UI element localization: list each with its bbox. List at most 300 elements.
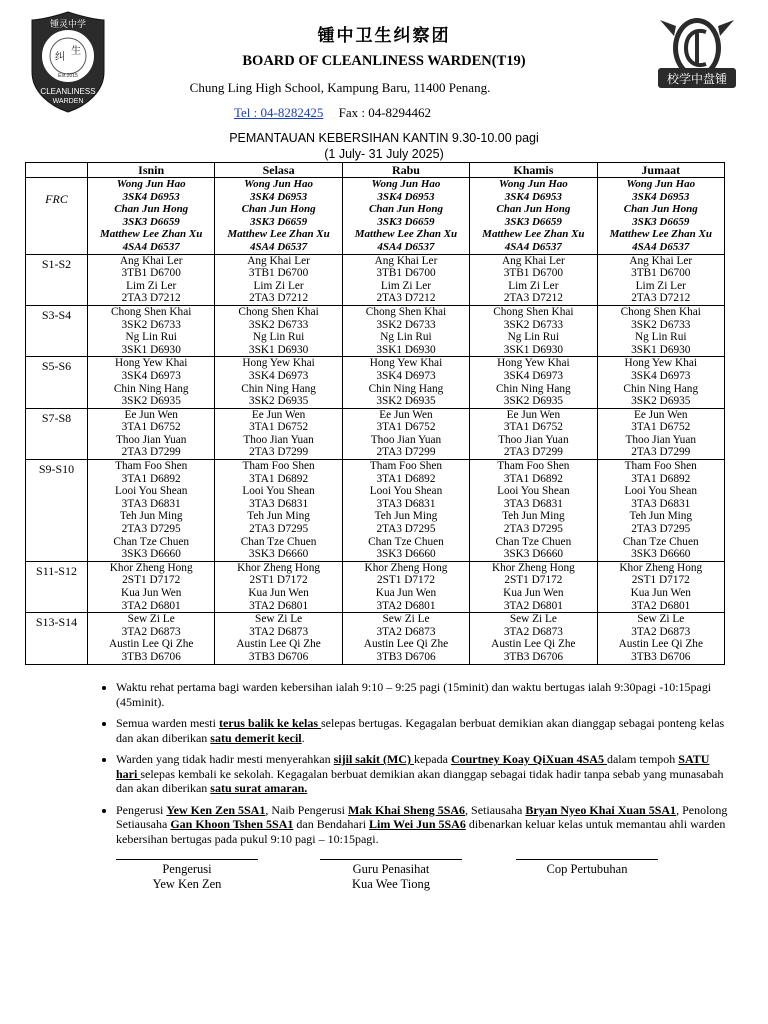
slot-label: S5-S6 [26,357,88,408]
warden-entry: Matthew Lee Zhan Xu [227,228,330,241]
table-row [26,254,725,305]
warden-entry: 3TA2 D6801 [376,599,436,612]
warden-entry: Teh Jun Ming [119,510,183,523]
warden-entry: Khor Zheng Hong [364,561,448,574]
duty-cell [597,460,724,562]
warden-entry: Tham Foo Shen [497,460,570,473]
warden-entry: 3TA1 D6892 [249,472,309,485]
warden-entry: 3SK4 D6953 [122,190,180,203]
school-address: Chung Ling High School, Kampung Baru, 11400 Penang. [189,80,491,95]
warden-entry: 3SK4 D6953 [504,190,562,203]
logo-bottom-text: CLEANLINESS [40,87,96,96]
warden-entry: Lim Zi Ler [635,279,686,292]
warden-entry: Chong Shen Khai [620,305,701,318]
warden-entry: 3TA1 D6892 [503,472,563,485]
table-header-row [26,163,725,178]
duty-cell [597,613,724,664]
day-header: Khamis [470,163,597,178]
warden-entry: 3SK3 D6660 [248,548,309,561]
duty-cell [470,357,597,408]
note-text: dan Bendahari [293,817,370,831]
note-item [116,716,728,745]
warden-entry: Thoo Jian Yuan [370,433,442,446]
warden-entry: 3TA1 D6892 [631,472,691,485]
warden-entry: 3TA3 D6831 [249,497,309,510]
warden-entry: Khor Zheng Hong [619,561,703,574]
warden-entry: 3TB3 D6706 [248,650,309,663]
warden-entry: 2TA3 D7295 [249,523,309,536]
warden-entry: 3SK1 D6930 [121,343,181,356]
signature-line [320,859,462,860]
warden-entry: 3SK4 D6953 [377,190,435,203]
note-emphasis: Bryan Nyeo Khai Xuan 5SA1 [525,802,677,817]
duty-cell [215,561,342,612]
duty-cell [470,561,597,612]
warden-entry: 4SA4 D6537 [504,240,562,253]
signature-role: Cop Pertubuhan [546,862,628,876]
roster-table [25,162,725,665]
note-text: Warden yang tidak hadir mesti menyerahkan [116,752,334,766]
warden-entry: Lim Zi Ler [508,279,559,292]
warden-entry: 3TB3 D6706 [376,650,436,663]
warden-entry: 2TA3 D7295 [631,523,691,536]
warden-entry: 3TA1 D6892 [121,472,181,485]
warden-entry: 3SK2 D6935 [503,395,564,408]
duty-cell [342,561,469,612]
warden-entry: Lim Zi Ler [126,279,177,292]
note-text: , Setiausaha [465,802,526,817]
note-text: Semua warden mesti [116,716,219,730]
warden-entry: Ang Khai Ler [374,254,438,267]
note-item [116,803,728,847]
note-text: dalam tempoh [606,752,679,766]
warden-entry: 3SK4 D6953 [250,190,308,203]
warden-entry: 3TB3 D6706 [121,650,181,663]
signature-line [516,859,658,860]
note-emphasis: Lim Wei Jun 5SA6 [369,817,466,831]
duty-cell [342,357,469,408]
warden-entry: 3TA3 D6831 [121,497,181,510]
warden-entry: 2ST1 D7172 [122,574,181,587]
warden-entry: Chan Jun Hong [496,203,571,216]
warden-entry: 3TA2 D6801 [631,599,691,612]
warden-entry: Teh Jun Ming [502,510,565,523]
warden-entry: Matthew Lee Zhan Xu [482,228,585,241]
warden-entry: 3TA2 D6873 [249,625,309,638]
warden-entry: Sew Zi Le [637,613,685,626]
warden-entry: Looi You Shean [624,485,697,498]
note-emphasis: satu surat amaran. [210,781,308,795]
warden-entry: Chin Ning Hang [368,382,444,395]
warden-entry: Austin Lee Qi Zhe [618,638,703,651]
warden-entry: 2TA3 D7299 [631,446,691,459]
slot-label: S13-S14 [26,613,88,664]
warden-entry: 3TB3 D6706 [631,650,691,663]
warden-entry: Wong Jun Hao [244,178,314,190]
duty-cell [470,408,597,459]
schedule-date-range: (1 July- 31 July 2025) [324,147,444,161]
warden-entry: 3SK2 D6733 [503,318,564,331]
warden-entry: Khor Zheng Hong [109,561,193,574]
contact-line [234,105,431,121]
header-corner [26,163,88,178]
signature-name: Kua Wee Tiong [352,877,430,891]
warden-entry: 3TA1 D6752 [503,421,563,434]
warden-entry: 3SK3 D6660 [376,548,436,561]
warden-entry: 3TB3 D6706 [503,650,564,663]
table-row [26,561,725,612]
logo-bottom-text-2: WARDEN [52,98,84,105]
warden-entry: Chan Tze Chuen [495,535,572,548]
warden-entry: 3TB1 D6700 [376,267,436,280]
slot-label: FRC [26,178,88,255]
warden-entry: 3TA3 D6831 [503,497,563,510]
warden-entry: 2TA3 D7299 [503,446,563,459]
duty-cell [597,357,724,408]
duty-cell [470,178,597,255]
warden-entry: Sew Zi Le [382,613,430,626]
note-emphasis: terus balik ke kelas [218,716,321,730]
warden-entry: Chan Tze Chuen [113,535,190,548]
warden-entry: 2ST1 D7172 [504,574,563,587]
warden-entry: Kua Jun Wen [503,587,564,599]
warden-entry: 2TA3 D7295 [503,523,563,536]
slot-label: S1-S2 [26,254,88,305]
warden-entry: 3SK4 D6973 [503,369,564,382]
duty-cell [342,408,469,459]
duty-cell [215,460,342,562]
warden-entry: 3SK2 D6733 [248,318,309,331]
note-text: selepas bertugas. Kegagalan berbuat demikian akan dianggap sebagai ponteng kelas dan akan diberikan [116,716,725,745]
warden-entry: 3SK3 D6660 [503,548,564,561]
chinese-title: 锺中卫生纠察团 [317,26,451,46]
warden-entry: 2TA3 D7212 [503,292,563,305]
duty-cell [597,305,724,356]
duty-cell [215,357,342,408]
warden-entry: 3SK2 D6733 [631,318,691,331]
signature-stamp [516,859,658,877]
note-emphasis: satu demerit kecil [210,730,302,745]
signature-role: Pengerusi [162,862,212,876]
duty-cell [215,254,342,305]
warden-entry: Chin Ning Hang [241,382,316,395]
table-row [26,178,725,255]
day-header: Isnin [88,163,215,178]
duty-cell [597,254,724,305]
warden-entry: 3SK3 D6659 [122,215,180,228]
warden-entry: Chin Ning Hang [113,382,189,395]
warden-entry: Ee Jun Wen [634,408,688,421]
signature-line [116,859,258,860]
duty-cell [342,178,469,255]
warden-entry: 3TB1 D6700 [503,267,564,280]
warden-entry: Austin Lee Qi Zhe [363,638,449,651]
warden-entry: 3TB1 D6700 [248,267,309,280]
note-text: Pengerusi [116,802,167,817]
warden-entry: Ng Lin Rui [507,331,560,344]
warden-entry: Teh Jun Ming [374,510,438,523]
warden-entry: 2TA3 D7299 [121,446,181,459]
warden-entry: 2TA3 D7212 [121,292,181,305]
table-row [26,305,725,356]
warden-entry: Kua Jun Wen [375,587,437,599]
note-item [116,680,728,709]
schedule-title: PEMANTAUAN KEBERSIHAN KANTIN 9.30-10.00 pagi [229,131,539,145]
warden-entry: 2ST1 D7172 [376,574,435,587]
warden-entry: 3SK1 D6930 [631,343,691,356]
warden-entry: Ee Jun Wen [124,408,178,421]
signature-role: Guru Penasihat [352,862,430,876]
warden-entry: Ang Khai Ler [119,254,183,267]
warden-entry: Chan Jun Hong [241,203,316,216]
warden-entry: Ng Lin Rui [380,331,432,344]
signature-name: Yew Ken Zen [152,877,222,891]
warden-entry: 3TA1 D6752 [631,421,691,434]
slot-label: S7-S8 [26,408,88,459]
warden-entry: 2TA3 D7299 [249,446,309,459]
duty-cell [342,305,469,356]
fax-number: Fax : 04-8294462 [338,105,432,120]
warden-entry: Ng Lin Rui [252,331,305,344]
note-emphasis: Courtney Koay QiXuan 4SA5 [450,752,607,766]
warden-entry: Ng Lin Rui [635,331,687,344]
warden-entry: Teh Jun Ming [629,510,693,523]
duty-cell [597,561,724,612]
warden-entry: 3TA2 D6873 [631,625,691,638]
duty-cell [342,460,469,562]
tel-link[interactable]: Tel : 04-8282425 [234,105,324,120]
warden-entry: Chan Tze Chuen [622,535,699,548]
warden-entry: Ang Khai Ler [501,254,565,267]
warden-entry: Lim Zi Ler [253,279,304,292]
warden-entry: 4SA4 D6537 [632,240,690,253]
warden-entry: 3SK3 D6660 [121,548,181,561]
warden-entry: Hong Yew Khai [242,357,315,370]
warden-entry: Chin Ning Hang [623,382,699,395]
day-header: Jumaat [597,163,724,178]
table-row [26,460,725,562]
warden-entry: 2TA3 D7295 [376,523,436,536]
warden-entry: Chong Shen Khai [111,305,192,318]
slot-label: S9-S10 [26,460,88,562]
duty-cell [470,254,597,305]
warden-entry: Looi You Shean [114,485,188,498]
warden-entry: Looi You Shean [369,485,443,498]
warden-entry: 3SK2 D6733 [376,318,436,331]
warden-entry: Sew Zi Le [509,613,557,626]
warden-entry: 3SK4 D6973 [248,369,309,382]
warden-entry: Ang Khai Ler [629,254,693,267]
warden-entry: Looi You Shean [242,485,315,498]
warden-entry: 3TA1 D6752 [249,421,309,434]
warden-entry: 3SK1 D6930 [503,343,564,356]
warden-entry: Tham Foo Shen [115,460,188,473]
note-emphasis: Gan Khoon Tshen 5SA1 [170,817,294,831]
warden-entry: Chin Ning Hang [496,382,571,395]
duty-cell [88,561,215,612]
warden-entry: Chan Tze Chuen [368,535,444,548]
duty-cell [597,408,724,459]
warden-entry: Chan Jun Hong [623,203,698,216]
note-emphasis: SATU hari [116,752,710,781]
warden-entry: Austin Lee Qi Zhe [236,638,321,651]
warden-entry: 3SK3 D6660 [631,548,691,561]
note-text: kepada [413,752,451,766]
warden-entry: Khor Zheng Hong [491,561,575,574]
day-header: Selasa [215,163,342,178]
warden-entry: Hong Yew Khai [624,357,697,370]
notes-list [92,680,728,853]
warden-entry: 3SK4 D6973 [631,369,691,382]
warden-entry: Chan Jun Hong [114,203,189,216]
logo-est-text: Est.2015 [58,73,78,79]
warden-entry: 3TA1 D6752 [121,421,181,434]
slot-label: S3-S4 [26,305,88,356]
warden-entry: 3SK2 D6935 [376,395,436,408]
warden-entry: Thoo Jian Yuan [243,433,314,446]
crest-text: 校学中盘锺 [666,72,728,86]
warden-entry: Chong Shen Khai [493,305,574,318]
warden-entry: Hong Yew Khai [369,357,443,370]
warden-entry: Ang Khai Ler [247,254,310,267]
warden-entry: Chong Shen Khai [238,305,319,318]
warden-entry: 3SK3 D6659 [504,215,562,228]
signature-chairman [116,859,258,892]
day-header: Rabu [342,163,469,178]
warden-entry: 4SA4 D6537 [122,240,180,253]
warden-entry: Tham Foo Shen [624,460,697,473]
duty-cell [597,178,724,255]
duty-cell [215,178,342,255]
duty-cell [215,305,342,356]
note-text: . [301,730,305,745]
note-emphasis: Mak Khai Sheng 5SA6 [348,802,466,817]
warden-entry: 3SK2 D6935 [631,395,691,408]
note-text: , Naib Pengerusi [265,802,348,817]
duty-cell [470,305,597,356]
slot-label: S11-S12 [26,561,88,612]
warden-entry: 3TA1 D6892 [376,472,436,485]
warden-entry: Matthew Lee Zhan Xu [354,228,458,241]
warden-entry: Wong Jun Hao [116,178,186,190]
warden-entry: 3SK4 D6973 [121,369,181,382]
warden-entry: Teh Jun Ming [247,510,310,523]
note-emphasis: sijil sakit (MC) [333,752,414,766]
warden-entry: 3TA1 D6752 [376,421,436,434]
duty-cell [88,305,215,356]
table-row [26,613,725,664]
warden-entry: Looi You Shean [497,485,570,498]
warden-entry: Austin Lee Qi Zhe [491,638,576,651]
warden-entry: 3SK3 D6659 [250,215,308,228]
warden-entry: 3TA3 D6831 [631,497,691,510]
warden-entry: 3TA2 D6801 [121,599,181,612]
warden-entry: 4SA4 D6537 [250,240,308,253]
duty-cell [215,613,342,664]
warden-entry: Sew Zi Le [255,613,303,626]
note-text: Waktu rehat pertama bagi warden kebersihan ialah 9:10 – 9:25 pagi (15minit) dan waktu bertugas ialah 9:30pagi -10:15pagi (45minit). [116,680,712,709]
warden-entry: Sew Zi Le [127,613,175,626]
warden-entry: 2TA3 D7299 [376,446,436,459]
duty-cell [88,357,215,408]
warden-entry: 3SK1 D6930 [376,343,436,356]
duty-cell [88,460,215,562]
duty-cell [342,254,469,305]
warden-entry: Wong Jun Hao [626,178,696,190]
warden-entry: 3SK3 D6659 [632,215,690,228]
warden-entry: Chong Shen Khai [365,305,447,318]
duty-cell [88,408,215,459]
warden-entry: Thoo Jian Yuan [498,433,569,446]
note-emphasis: Yew Ken Zen 5SA1 [166,802,266,817]
warden-entry: Matthew Lee Zhan Xu [609,228,712,241]
warden-entry: Tham Foo Shen [242,460,315,473]
note-text: , Penolong Setiausaha [116,802,728,831]
warden-entry: 3TA2 D6873 [503,625,563,638]
warden-entry: Khor Zheng Hong [237,561,320,574]
duty-cell [470,460,597,562]
warden-entry: 2TA3 D7212 [249,292,309,305]
warden-entry: Lim Zi Ler [380,279,432,292]
warden-entry: Hong Yew Khai [114,357,188,370]
warden-entry: Matthew Lee Zhan Xu [100,228,203,241]
warden-entry: Ng Lin Rui [125,331,177,344]
warden-entry: 2ST1 D7172 [249,574,308,587]
note-item [116,752,728,796]
warden-entry: Ee Jun Wen [379,408,433,421]
warden-entry: 3SK2 D6935 [248,395,309,408]
warden-entry: 3SK4 D6953 [632,190,690,203]
signature-advisor [320,859,462,892]
warden-entry: 3TA2 D6801 [503,599,563,612]
warden-entry: Kua Jun Wen [630,587,691,599]
warden-entry: 3TB1 D6700 [631,267,691,280]
warden-entry: 2TA3 D7295 [121,523,181,536]
warden-entry: 3TA2 D6873 [121,625,181,638]
logo-mid-text-2: 生 [71,46,81,57]
warden-entry: 3TA2 D6873 [376,625,436,638]
warden-entry: Ee Jun Wen [506,408,561,421]
warden-entry: Thoo Jian Yuan [115,433,187,446]
warden-entry: 4SA4 D6537 [377,240,435,253]
table-row [26,408,725,459]
warden-entry: Austin Lee Qi Zhe [109,638,194,651]
warden-entry: Wong Jun Hao [371,178,441,190]
warden-entry: 2TA3 D7212 [376,292,436,305]
duty-cell [470,613,597,664]
warden-entry: Kua Jun Wen [248,587,309,599]
warden-entry: Tham Foo Shen [369,460,443,473]
table-row [26,357,725,408]
warden-entry: 2ST1 D7172 [631,574,690,587]
note-text: selepas kembali ke sekolah. Kegagalan berbuat demikian akan dianggap sebagai tidak hadir tanpa sebab yang munasabah dan akan diberikan [116,766,724,795]
duty-cell [215,408,342,459]
logo-mid-text: 纠 [55,52,65,63]
english-title: BOARD OF CLEANLINESS WARDEN(T19) [242,53,526,69]
warden-entry: 3SK1 D6930 [248,343,309,356]
duty-cell [88,254,215,305]
duty-cell [342,613,469,664]
duty-cell [88,613,215,664]
warden-entry: Hong Yew Khai [497,357,570,370]
warden-entry: 3TA2 D6801 [249,599,309,612]
note-text: dibenarkan keluar kelas untuk memantau ahli warden kebersihan bertugas pada pukul 9:10 pagi – 10:15pagi. [116,817,726,846]
warden-entry: Wong Jun Hao [498,178,568,190]
warden-entry: Ee Jun Wen [251,408,306,421]
warden-entry: Kua Jun Wen [121,587,182,599]
warden-entry: 3SK2 D6733 [121,318,181,331]
duty-cell [88,178,215,255]
